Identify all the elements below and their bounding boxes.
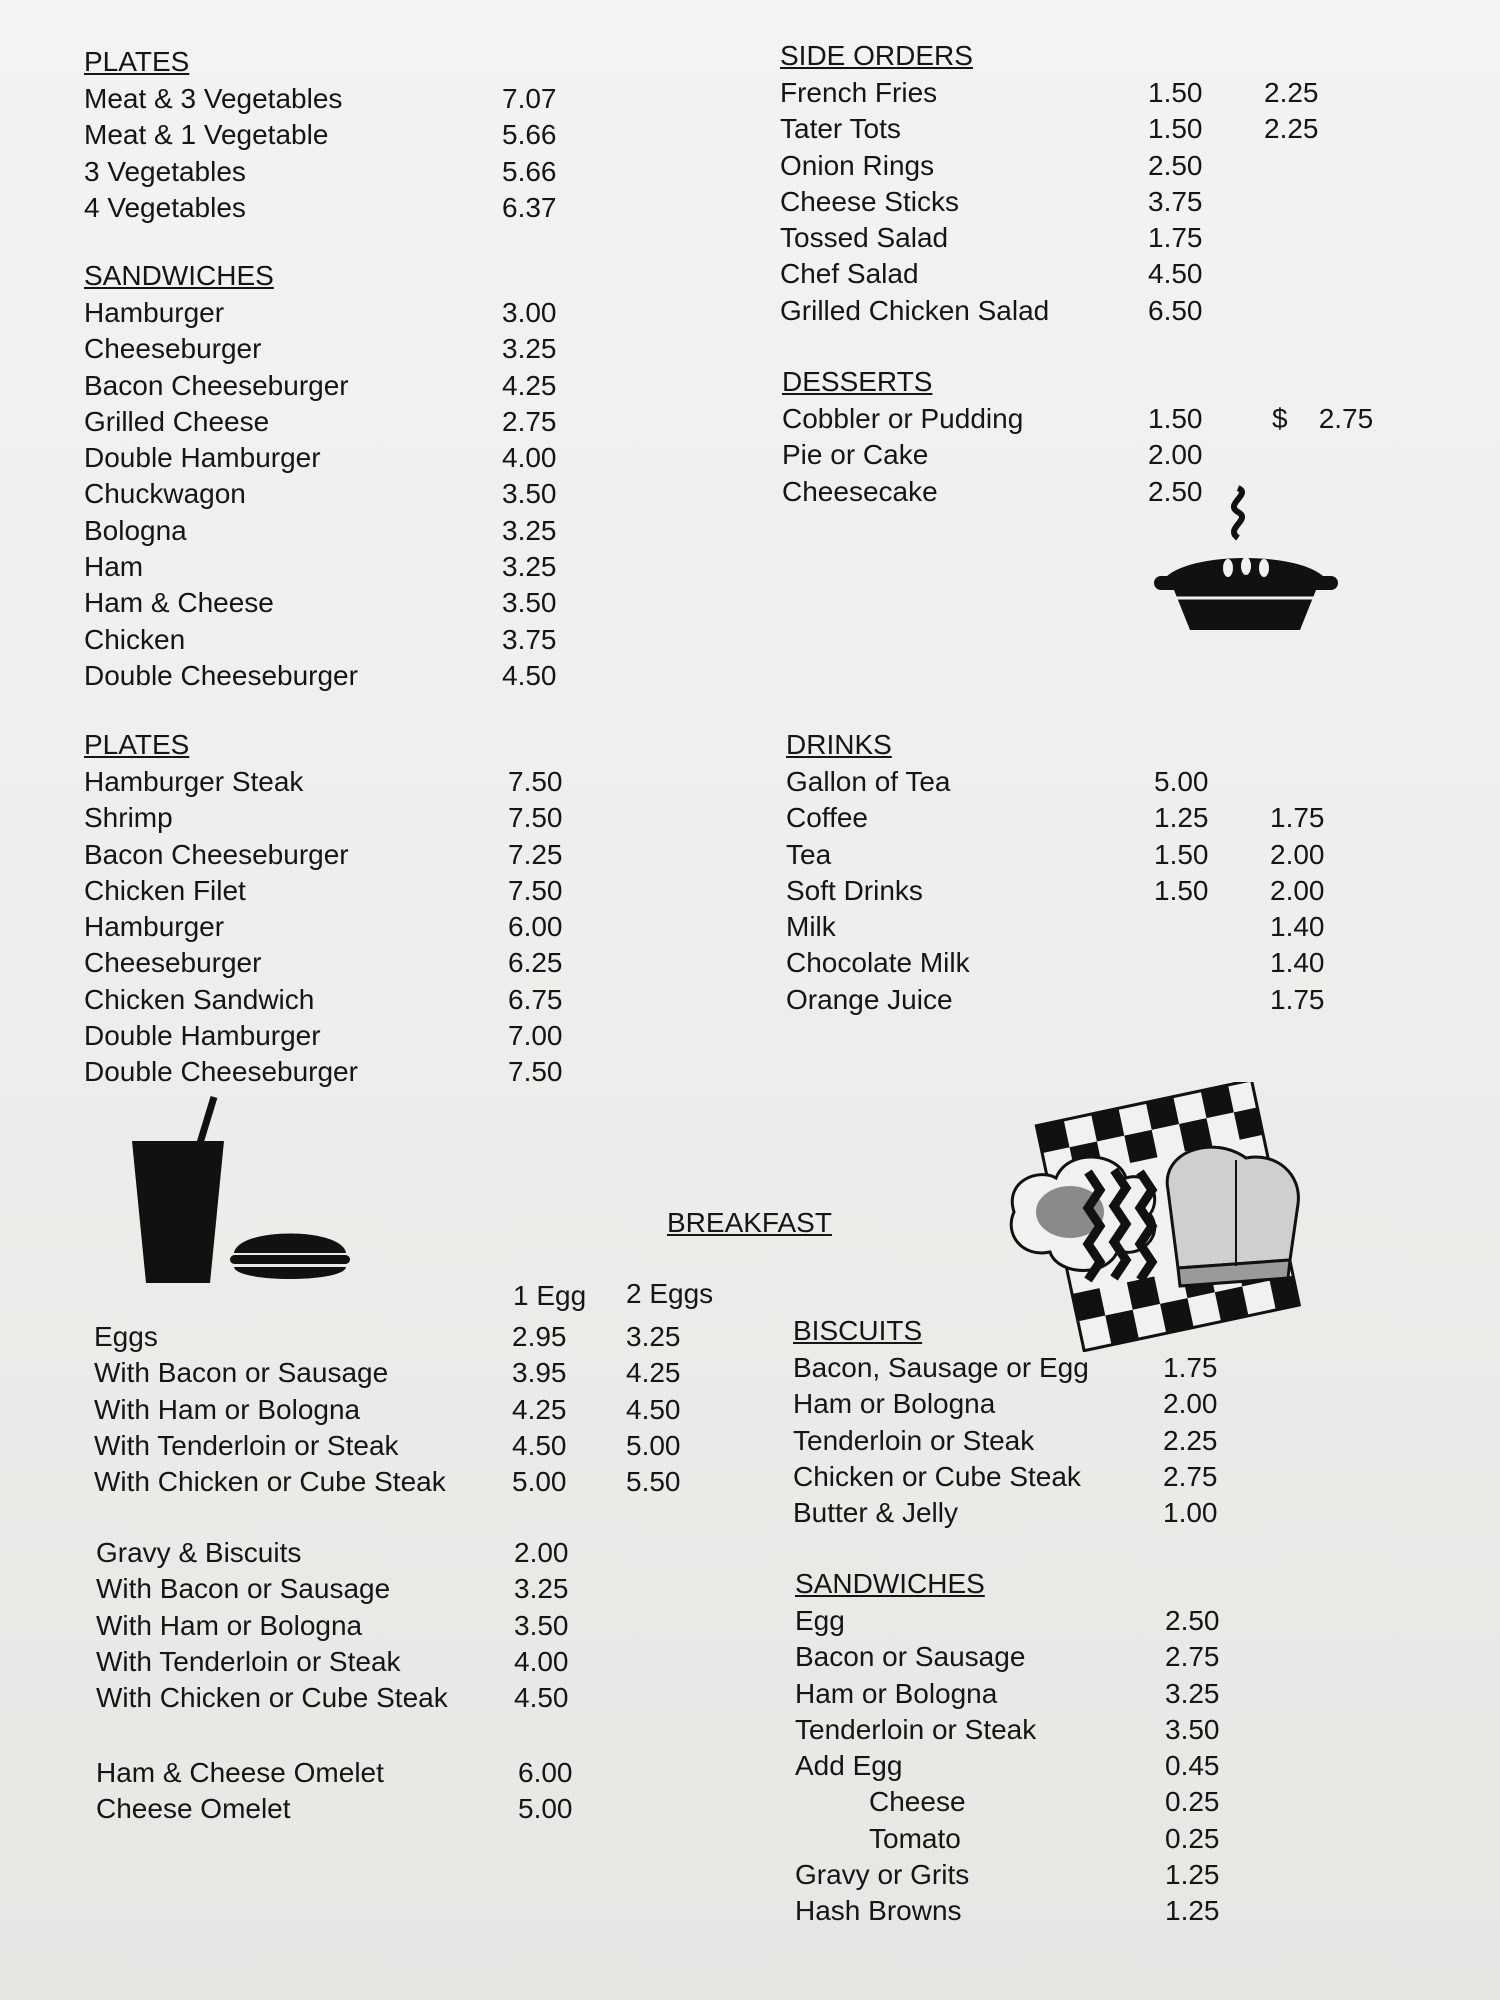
item-name: Double Cheeseburger: [84, 1056, 358, 1088]
breakfast-title: BREAKFAST: [667, 1207, 832, 1238]
menu-item: [786, 873, 1325, 909]
item-name: Tossed Salad: [780, 222, 949, 254]
menu-item: [84, 440, 557, 476]
item-name: With Ham or Bologna: [94, 1393, 361, 1425]
one-egg-header: 1 Egg: [513, 1280, 587, 1311]
item-price: 0.45: [1165, 1750, 1220, 1782]
item-price: 4.50: [502, 659, 557, 691]
item-name: Double Hamburger: [84, 1020, 321, 1052]
item-name: Cheeseburger: [84, 947, 262, 979]
item-price: 6.00: [518, 1757, 573, 1788]
item-price: 2.00: [514, 1537, 569, 1568]
item-price-large: 3.25: [626, 1321, 681, 1352]
item-name: Milk: [786, 911, 836, 943]
side-orders-section: [780, 38, 1319, 329]
section-title: SANDWICHES: [795, 1568, 985, 1599]
menu-item: [84, 368, 557, 404]
item-name: Cheeseburger: [84, 333, 262, 365]
menu-item: [786, 800, 1325, 836]
item-name: Grilled Chicken Salad: [780, 294, 1050, 326]
item-name: Soft Drinks: [786, 874, 923, 906]
item-name: Cheese: [869, 1786, 966, 1818]
menu-item: [782, 401, 1374, 437]
menu-item: [84, 549, 557, 585]
item-name: Chicken Sandwich: [84, 983, 315, 1015]
item-price-large: $ 2.75: [1272, 403, 1374, 434]
item-name: Tea: [786, 838, 832, 870]
item-price-large: 2.00: [1270, 838, 1325, 870]
breakfast-sandwiches-section: [795, 1566, 1220, 1930]
item-price-large: 2.25: [1264, 113, 1319, 145]
menu-item: [84, 295, 557, 331]
item-price-large: 4.50: [626, 1393, 681, 1425]
item-price: 3.50: [514, 1609, 569, 1641]
pie-icon: [1140, 482, 1350, 634]
item-price-large: 1.75: [1270, 802, 1325, 834]
item-price: 6.25: [508, 947, 563, 979]
item-price-large: 1.75: [1270, 983, 1325, 1015]
item-name: With Bacon or Sausage: [96, 1573, 391, 1605]
menu-item: [84, 800, 563, 836]
drink-and-burger-icon: [128, 1095, 358, 1285]
item-name: Eggs: [94, 1321, 158, 1352]
item-price: 3.75: [502, 623, 557, 655]
item-name: With Bacon or Sausage: [94, 1357, 389, 1389]
item-name: Butter & Jelly: [793, 1497, 958, 1529]
item-name: Gallon of Tea: [786, 766, 951, 797]
item-price: 1.75: [1148, 222, 1203, 254]
item-price: 7.25: [508, 838, 563, 870]
menu-item: [84, 81, 557, 117]
item-name: Chef Salad: [780, 258, 919, 290]
menu-item: [795, 1784, 1220, 1820]
item-price: 3.25: [1165, 1677, 1220, 1709]
item-name: Hamburger: [84, 297, 225, 328]
menu-item: [782, 437, 1203, 473]
item-name: Hamburger Steak: [84, 766, 304, 797]
item-name: Orange Juice: [786, 983, 953, 1015]
item-price: 1.75: [1163, 1352, 1218, 1383]
item-name: Chicken or Cube Steak: [793, 1460, 1081, 1492]
item-name: Cheese Sticks: [780, 185, 959, 217]
item-name: Tomato: [869, 1822, 961, 1854]
item-name: Chicken Filet: [84, 874, 246, 906]
menu-item: [84, 622, 557, 658]
menu-item: [786, 764, 1209, 800]
item-name: Bologna: [84, 514, 187, 546]
item-price: 2.50: [1148, 475, 1203, 507]
menu-item: [793, 1423, 1218, 1459]
menu-item: [786, 909, 1325, 945]
item-name: Grilled Cheese: [84, 405, 270, 437]
item-price: 6.00: [508, 911, 563, 943]
item-name: Bacon Cheeseburger: [84, 838, 349, 870]
menu-item: [780, 256, 1203, 292]
item-name: Chocolate Milk: [786, 947, 970, 979]
item-name: Cheesecake: [782, 475, 938, 507]
menu-item: [84, 1054, 563, 1090]
item-price: 6.75: [508, 983, 563, 1015]
item-name: Coffee: [786, 802, 868, 834]
menu-item: [84, 154, 557, 190]
item-price: 1.50: [1148, 403, 1203, 434]
item-price: 1.25: [1154, 802, 1209, 834]
breakfast-plate-icon: [1000, 1082, 1318, 1352]
menu-item: [782, 474, 1203, 510]
item-price: 3.50: [502, 478, 557, 510]
item-name: Bacon or Sausage: [795, 1641, 1026, 1673]
item-name: Hash Browns: [795, 1895, 962, 1927]
item-price: 5.00: [1154, 766, 1209, 797]
item-name: With Chicken or Cube Steak: [96, 1682, 448, 1714]
menu-item: [786, 982, 1325, 1018]
plates-section-2: [84, 727, 563, 1091]
section-title: SIDE ORDERS: [780, 40, 973, 71]
item-price: 1.25: [1165, 1859, 1220, 1891]
item-price: 5.66: [502, 119, 557, 151]
menu-item: [84, 658, 557, 694]
item-price: 7.00: [508, 1020, 563, 1052]
item-name: Onion Rings: [780, 149, 935, 181]
item-name: Add Egg: [795, 1750, 903, 1782]
item-price: 3.25: [514, 1573, 569, 1605]
section-title: BISCUITS: [793, 1315, 923, 1346]
two-eggs-header: 2 Eggs: [626, 1278, 714, 1309]
item-price: 0.25: [1165, 1822, 1220, 1854]
section-title: PLATES: [84, 46, 190, 77]
item-name: Ham or Bologna: [793, 1388, 996, 1420]
menu-item: [84, 404, 557, 440]
desserts-section: [782, 364, 1374, 510]
item-name: Shrimp: [84, 802, 173, 834]
menu-item: [793, 1495, 1218, 1531]
item-name: Gravy & Biscuits: [96, 1537, 302, 1568]
item-price: 5.66: [502, 155, 557, 187]
item-name: French Fries: [780, 77, 938, 108]
item-price: 1.50: [1154, 838, 1209, 870]
menu-item: [795, 1893, 1220, 1929]
item-name: Meat & 1 Vegetable: [84, 119, 329, 151]
item-price: 2.00: [1163, 1388, 1218, 1420]
item-price: 4.50: [1148, 258, 1203, 290]
item-name: With Ham or Bologna: [96, 1609, 363, 1641]
item-price: 4.25: [502, 369, 557, 401]
menu-item: [780, 220, 1203, 256]
item-price: 2.75: [502, 405, 557, 437]
item-price: 3.95: [512, 1357, 567, 1389]
item-price: 3.50: [1165, 1713, 1220, 1745]
section-title: DRINKS: [786, 729, 892, 760]
item-price: 4.00: [514, 1645, 569, 1677]
menu-item: [795, 1603, 1220, 1639]
menu-item: [84, 331, 557, 367]
item-price-large: 2.00: [1270, 874, 1325, 906]
item-price: 2.50: [1165, 1605, 1220, 1636]
menu-item: [795, 1857, 1220, 1893]
menu-item: [793, 1386, 1218, 1422]
item-price: 1.50: [1148, 113, 1203, 145]
item-name: Double Hamburger: [84, 442, 321, 474]
item-name: Bacon Cheeseburger: [84, 369, 349, 401]
item-name: Hamburger: [84, 911, 225, 943]
item-price-large: 5.50: [626, 1466, 681, 1498]
item-price: 7.50: [508, 874, 563, 906]
item-name: Chicken: [84, 623, 186, 655]
item-price: 6.50: [1148, 294, 1203, 326]
menu-item: [84, 585, 557, 621]
item-name: 3 Vegetables: [84, 155, 246, 187]
item-name: Gravy or Grits: [795, 1859, 970, 1891]
item-price: 3.25: [502, 514, 557, 546]
menu-item: [84, 909, 563, 945]
menu-item: [84, 945, 563, 981]
item-name: Tenderloin or Steak: [793, 1424, 1035, 1456]
item-name: 4 Vegetables: [84, 191, 246, 223]
menu-item: [780, 293, 1203, 329]
item-price: 7.50: [508, 802, 563, 834]
item-name: With Tenderloin or Steak: [96, 1645, 401, 1677]
menu-item: [84, 513, 557, 549]
menu-item: [786, 837, 1325, 873]
item-price: 4.50: [514, 1682, 569, 1714]
menu-item: [780, 111, 1319, 147]
menu-item: [84, 476, 557, 512]
item-price: 2.25: [1163, 1424, 1218, 1456]
section-title: DESSERTS: [782, 366, 933, 397]
plates-section: [84, 44, 557, 226]
item-price: 1.00: [1163, 1497, 1218, 1529]
item-name: Bacon, Sausage or Egg: [793, 1352, 1089, 1383]
item-price: 7.50: [508, 1056, 563, 1088]
item-name: Tenderloin or Steak: [795, 1713, 1037, 1745]
item-name: Ham & Cheese Omelet: [96, 1757, 384, 1788]
item-price: 5.00: [518, 1793, 573, 1825]
item-price: 5.00: [512, 1466, 567, 1498]
menu-item: [793, 1459, 1218, 1495]
item-name: With Chicken or Cube Steak: [94, 1466, 446, 1498]
item-price-large: 5.00: [626, 1429, 681, 1461]
item-price: 2.75: [1165, 1641, 1220, 1673]
item-price: 2.00: [1148, 439, 1203, 471]
item-price: 1.50: [1154, 874, 1209, 906]
menu-item: [84, 764, 563, 800]
menu-item: [780, 148, 1203, 184]
item-name: With Tenderloin or Steak: [94, 1429, 399, 1461]
item-price: 2.50: [1148, 149, 1203, 181]
item-price: 2.95: [512, 1321, 567, 1352]
item-price: 4.50: [512, 1429, 567, 1461]
item-price-large: 4.25: [626, 1357, 681, 1389]
item-price: 6.37: [502, 191, 557, 223]
menu-item: [84, 873, 563, 909]
item-price: 3.25: [502, 333, 557, 365]
biscuits-section: [793, 1313, 1218, 1531]
item-price: 3.00: [502, 297, 557, 328]
menu-item: [795, 1821, 1220, 1857]
item-price-large: 1.40: [1270, 947, 1325, 979]
item-name: Egg: [795, 1605, 845, 1636]
section-title: SANDWICHES: [84, 260, 274, 291]
item-price: 4.00: [502, 442, 557, 474]
item-name: Chuckwagon: [84, 478, 246, 510]
item-price: 7.07: [502, 83, 557, 114]
item-name: Ham: [84, 551, 144, 583]
menu-item: [84, 117, 557, 153]
item-price: 3.75: [1148, 185, 1203, 217]
item-price: 7.50: [508, 766, 563, 797]
item-price-large: 2.25: [1264, 77, 1319, 108]
menu-item: [84, 190, 557, 226]
section-title: PLATES: [84, 729, 190, 760]
item-name: Double Cheeseburger: [84, 659, 358, 691]
item-name: Cobbler or Pudding: [782, 403, 1024, 434]
menu-item: [793, 1350, 1218, 1386]
menu-item: [84, 982, 563, 1018]
menu-item: [84, 837, 563, 873]
item-price: 1.50: [1148, 77, 1203, 108]
item-price: 4.25: [512, 1393, 567, 1425]
menu-item: [786, 945, 1325, 981]
sandwiches-section: [84, 258, 557, 694]
item-price-large: 1.40: [1270, 911, 1325, 943]
item-name: Meat & 3 Vegetables: [84, 83, 343, 114]
item-price: 1.25: [1165, 1895, 1220, 1927]
drinks-section: [786, 727, 1325, 1018]
item-name: Tater Tots: [780, 113, 901, 145]
menu-item: [84, 1018, 563, 1054]
item-price: 3.25: [502, 551, 557, 583]
item-name: Ham or Bologna: [795, 1677, 998, 1709]
item-price: 2.75: [1163, 1460, 1218, 1492]
menu-item: [795, 1748, 1220, 1784]
menu-item: [780, 75, 1319, 111]
menu-item: [795, 1639, 1220, 1675]
menu-item: [780, 184, 1203, 220]
item-price: 0.25: [1165, 1786, 1220, 1818]
menu-item: [795, 1676, 1220, 1712]
item-name: Ham & Cheese: [84, 587, 274, 619]
item-price: 3.50: [502, 587, 557, 619]
menu-item: [795, 1712, 1220, 1748]
item-name: Cheese Omelet: [96, 1793, 291, 1825]
item-name: Pie or Cake: [782, 439, 929, 471]
